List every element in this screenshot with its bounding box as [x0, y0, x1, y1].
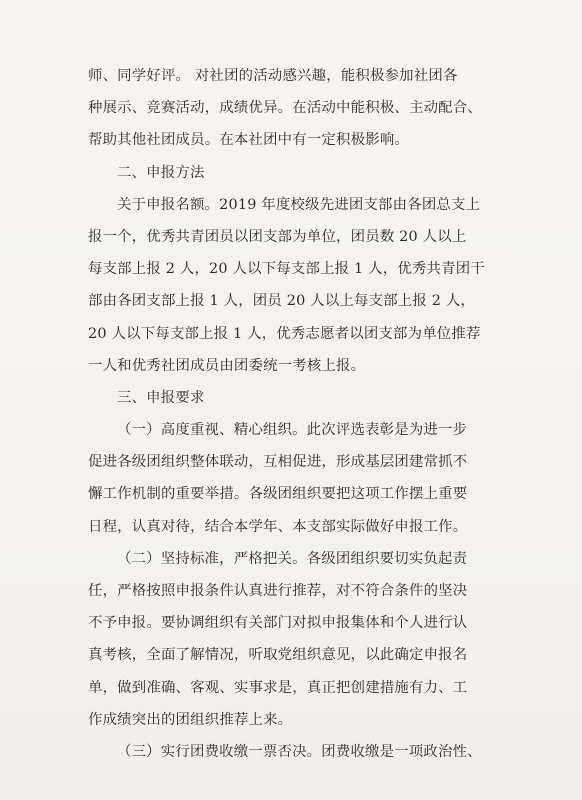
- section-heading-requirements: 三、申报要求: [117, 389, 205, 406]
- text-line: 日程，认真对待，结合本学年、本支部实际做好申报工作。: [88, 518, 468, 535]
- text-line: 不予申报。要协调组织有关部门对拟申报集体和个人进行认: [88, 615, 468, 632]
- text-line: 种展示、竞赛活动，成绩优异。在活动中能积极、主动配合、: [88, 100, 482, 117]
- text-line: 作成绩突出的团组织推荐上来。: [88, 711, 293, 728]
- text-line: 懈工作机制的重要举措。各级团组织要把这项工作摆上重要: [88, 486, 468, 503]
- text-line: 部由各团支部上报 1 人，团员 20 人以上每支部上报 2 人，: [88, 293, 476, 310]
- section-heading-method: 二、申报方法: [117, 164, 205, 181]
- text-line: 师、同学好评。 对社团的活动感兴趣，能积极参加社团各: [88, 68, 458, 84]
- text-line: 报一个，优秀共青团员以团支部为单位，团员数 20 人以上: [88, 228, 467, 245]
- text-line: 促进各级团组织整体联动，互相促进，形成基层团建常抓不: [88, 454, 468, 471]
- text-line: 关于申报名额。2019 年度校级先进团支部由各团总支上: [117, 196, 481, 213]
- text-line: 真考核，全面了解情况，听取党组织意见，以此确定申报名: [88, 647, 468, 664]
- text-line: （一）高度重视、精心组织。此次评选表彰是为进一步: [117, 422, 468, 439]
- text-line: 帮助其他社团成员。在本社团中有一定积极影响。: [88, 132, 409, 149]
- text-line: 每支部上报 2 人，20 人以下每支部上报 1 人，优秀共青团干: [88, 261, 485, 278]
- text-line: 单，做到准确、客观、实事求是，真正把创建措施有力、工: [88, 679, 468, 696]
- text-line: （二）坚持标准，严格把关。各级团组织要切实负起责: [117, 550, 468, 567]
- text-line: 任，严格按照申报条件认真进行推荐，对不符合条件的坚决: [88, 583, 468, 599]
- text-line: 20 人以下每支部上报 1 人，优秀志愿者以团支部为单位推荐: [88, 325, 481, 342]
- text-line: （三）实行团费收缴一票否决。团费收缴是一项政治性、: [117, 743, 482, 760]
- text-line: 一人和优秀社团成员由团委统一考核上报。: [88, 357, 366, 374]
- document-body: [88, 60, 498, 768]
